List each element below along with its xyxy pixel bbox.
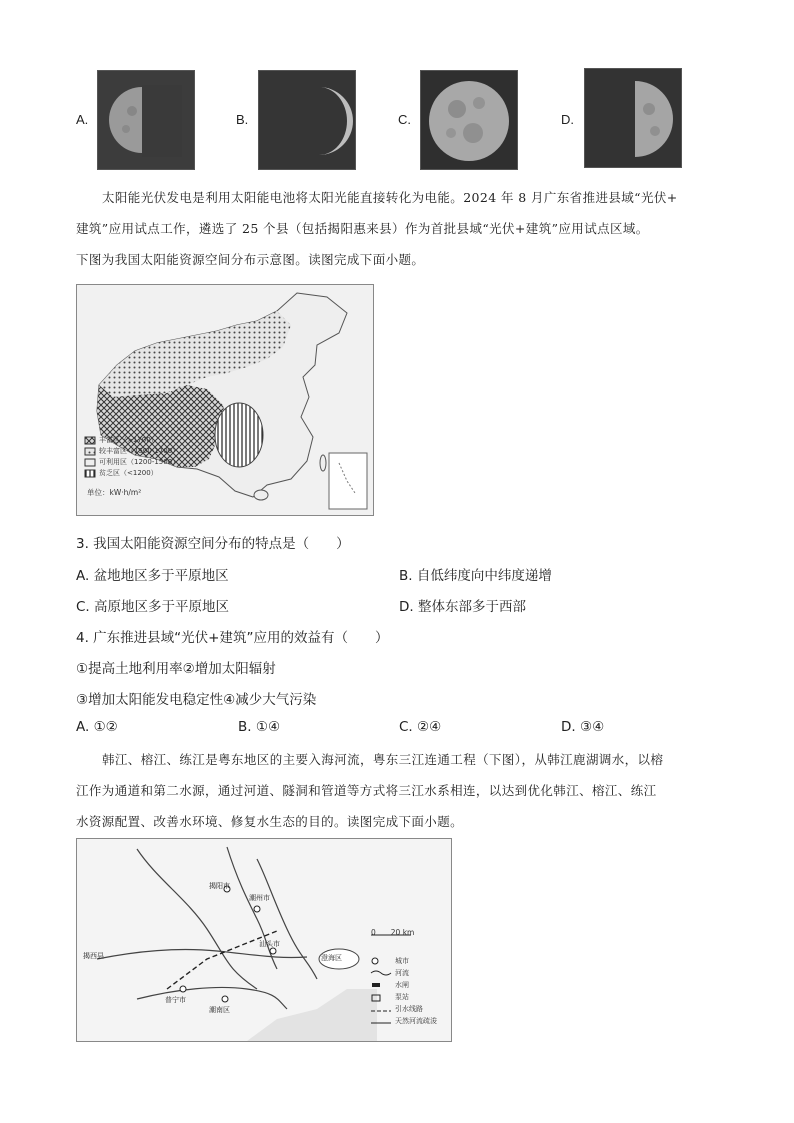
moon-image-c (420, 70, 518, 170)
place-jiexi: 揭西县 (83, 952, 104, 960)
legend-rich: 丰富区（>1700） (99, 436, 158, 444)
q3-option-b[interactable]: B. 自低纬度向中纬度递增 (399, 568, 552, 584)
legend-city: 城市 (395, 957, 409, 965)
q4-statements-2: ③增加太阳能发电稳定性④减少大气污染 (76, 692, 317, 708)
q3-option-d[interactable]: D. 整体东部多于西部 (399, 599, 526, 615)
place-puning: 普宁市 (165, 996, 186, 1004)
passage-solar-line3: 下图为我国太阳能资源空间分布示意图。读图完成下面小题。 (76, 252, 425, 267)
q3-stem: 3. 我国太阳能资源空间分布的特点是（ ） (76, 536, 350, 552)
place-chaozhou: 潮州市 (249, 894, 270, 902)
solar-map-legend (99, 435, 179, 479)
place-chaonan: 潮南区 (209, 1006, 230, 1014)
option-d-label: D. (561, 112, 574, 127)
passage-rivers-line2: 江作为通道和第二水源，通过河道、隧洞和管道等方式将三江水系相连，以达到优化韩江、榕江、练江 (76, 783, 657, 798)
solar-map-unit: 单位：kW·h/m² (87, 488, 142, 497)
passage-solar-line2: 建筑”应用试点工作，遴选了 25 个县（包括揭阳惠来县）作为首批县域“光伏+建筑”应用试点区域。 (76, 221, 649, 236)
place-shantou: 汕头市 (259, 940, 280, 948)
option-a-label: A. (76, 112, 89, 127)
passage-rivers (76, 744, 726, 837)
solar-resource-map (76, 284, 374, 516)
passage-solar (76, 182, 726, 275)
moon-image-d (584, 68, 682, 168)
q4-stem: 4. 广东推进县域“光伏+建筑”应用的效益有（ ） (76, 630, 389, 646)
legend-dredging: 天然河流疏浚 (395, 1017, 437, 1025)
passage-solar-line1: 太阳能光伏发电是利用太阳能电池将太阳光能直接转化为电能。2024 年 8 月广东省推进县域“光伏+ (102, 190, 678, 205)
q4-option-c[interactable]: C. ②④ (399, 719, 442, 735)
q4-option-b[interactable]: B. ①④ (238, 719, 281, 735)
legend-river: 河流 (395, 969, 409, 977)
river-connection-map (76, 838, 452, 1042)
passage-rivers-line3: 水资源配置、改善水环境、修复水生态的目的。读图完成下面小题。 (76, 814, 464, 829)
legend-usable: 可利用区（1200-1500） (99, 458, 180, 466)
legend-fairly-rich: 较丰富区（1500-1700） (99, 447, 180, 455)
option-c-label: C. (398, 112, 411, 127)
passage-rivers-line1: 韩江、榕江、练江是粤东地区的主要入海河流，粤东三江连通工程（下图），从韩江鹿湖调水，以榕 (102, 752, 664, 767)
option-b-label: B. (236, 112, 249, 127)
legend-diversion: 引水线路 (395, 1005, 423, 1013)
river-map-scale: 0 20 km (371, 928, 415, 937)
place-chenghai: 澄海区 (321, 954, 342, 962)
legend-sluice: 水闸 (395, 981, 409, 989)
q4-option-d[interactable]: D. ③④ (561, 719, 605, 735)
moon-image-b (258, 70, 356, 170)
q4-option-a[interactable]: A. ①② (76, 719, 118, 735)
moon-image-a (97, 70, 195, 170)
legend-pump: 泵站 (395, 993, 409, 1001)
place-jieyang: 揭阳市 (209, 882, 230, 890)
legend-poor: 贫乏区（<1200） (99, 469, 158, 477)
river-map-legend (395, 955, 437, 1027)
q3-option-c[interactable]: C. 高原地区多于平原地区 (76, 599, 230, 615)
q3-option-a[interactable]: A. 盆地地区多于平原地区 (76, 568, 229, 584)
q4-statements-1: ①提高土地利用率②增加太阳辐射 (76, 661, 276, 677)
